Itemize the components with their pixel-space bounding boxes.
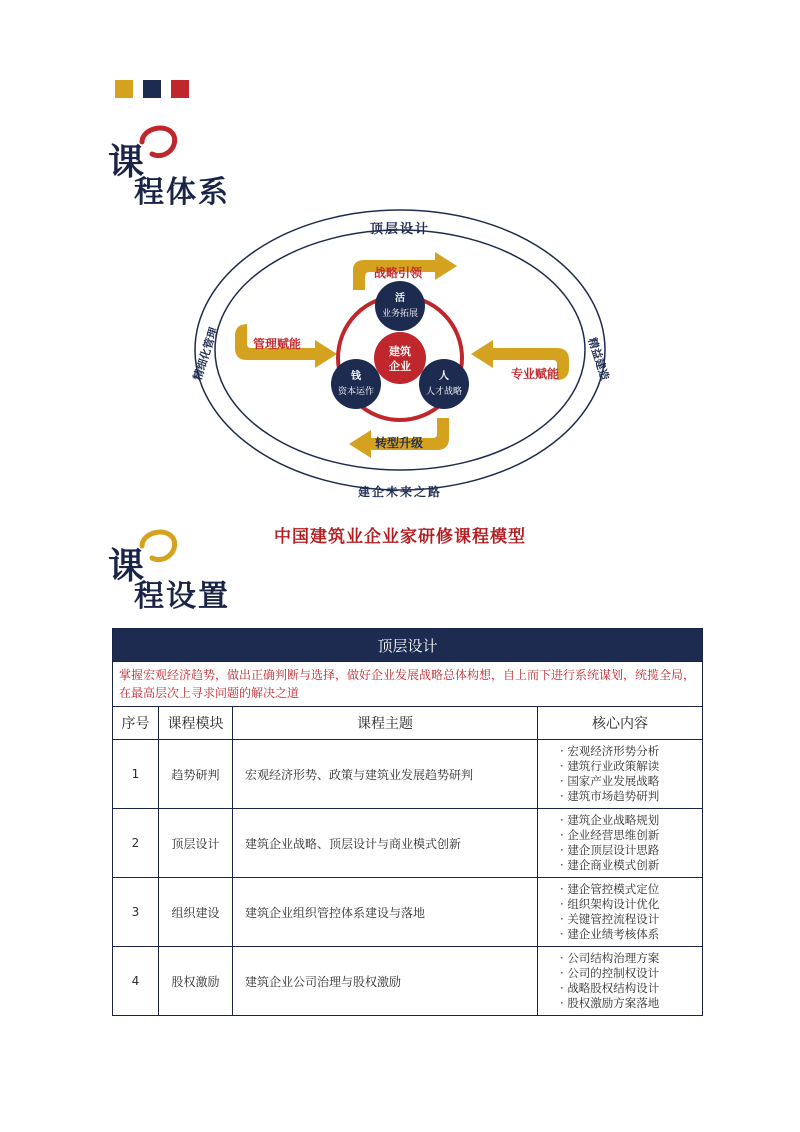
row-number: 3	[113, 878, 159, 947]
outer-label-bottom: 建企未来之路	[357, 485, 443, 499]
table-row	[113, 809, 703, 878]
column-header: 课程模块	[159, 707, 233, 740]
row-number: 2	[113, 809, 159, 878]
section-title-first-char: 课	[108, 545, 145, 587]
row-module: 顶层设计	[159, 809, 233, 878]
node-business-label: 业务拓展	[381, 309, 419, 319]
row-number: 4	[113, 947, 159, 1016]
outer-label-left: 精细化管理	[190, 325, 221, 383]
column-header: 课程主题	[233, 707, 538, 740]
core-item: · 宏观经济形势分析	[560, 744, 701, 759]
course-table	[112, 628, 703, 1016]
table-row	[113, 947, 703, 1016]
node-talent-label: 人才战略	[425, 387, 463, 397]
core-item: · 企业经营思维创新	[560, 828, 701, 843]
center-label-line1: 建筑	[389, 345, 411, 358]
diagram-caption: 中国建筑业企业家研修课程模型	[274, 527, 526, 547]
node-capital	[331, 359, 381, 409]
arrow-label-transform: 转型升级	[374, 436, 424, 450]
core-item: · 建筑市场趋势研判	[560, 789, 701, 804]
outer-label-right: 精益建造	[585, 335, 612, 382]
core-item: · 股权激励方案落地	[560, 996, 701, 1011]
core-item: · 关键管控流程设计	[560, 912, 701, 927]
color-square-red	[171, 80, 189, 98]
node-capital-head: 钱	[351, 371, 361, 382]
core-item: · 建企顶层设计思路	[560, 843, 701, 858]
row-topic: 宏观经济形势、政策与建筑业发展趋势研判	[233, 740, 538, 809]
course-model-diagram	[185, 200, 615, 515]
row-core	[538, 947, 703, 1016]
color-square-navy	[143, 80, 161, 98]
node-talent	[419, 359, 469, 409]
column-header: 核心内容	[538, 707, 703, 740]
row-number: 1	[113, 740, 159, 809]
section-title-text: 程设置	[134, 579, 230, 614]
row-topic: 建筑企业公司治理与股权激励	[233, 947, 538, 1016]
core-item: · 建筑企业战略规划	[560, 813, 701, 828]
arrow-label-professional: 专业赋能	[510, 367, 560, 381]
outer-label-top: 顶层设计	[369, 222, 431, 237]
center-label-line2: 企业	[389, 360, 411, 373]
node-business	[375, 281, 425, 331]
column-header: 序号	[113, 707, 159, 740]
section-title-text: 程体系	[134, 175, 230, 210]
row-module: 组织建设	[159, 878, 233, 947]
row-core	[538, 878, 703, 947]
core-item: · 公司结构治理方案	[560, 951, 701, 966]
row-topic: 建筑企业战略、顶层设计与商业模式创新	[233, 809, 538, 878]
core-item: · 国家产业发展战略	[560, 774, 701, 789]
core-item: · 公司的控制权设计	[560, 966, 701, 981]
core-item: · 建企商业模式创新	[560, 858, 701, 873]
row-module: 股权激励	[159, 947, 233, 1016]
core-item: · 建企管控模式定位	[560, 882, 701, 897]
node-business-head: 活	[395, 293, 405, 304]
arrow-label-management: 管理赋能	[252, 337, 302, 351]
core-item: · 组织架构设计优化	[560, 897, 701, 912]
row-topic: 建筑企业组织管控体系建设与落地	[233, 878, 538, 947]
core-item: · 战略股权结构设计	[560, 981, 701, 996]
table-description: 掌握宏观经济趋势，做出正确判断与选择，做好企业发展战略总体构想，自上而下进行系统谋划，统揽全局，在最高层次上寻求问题的解决之道	[113, 662, 703, 707]
table-row	[113, 740, 703, 809]
table-row	[113, 878, 703, 947]
row-core	[538, 740, 703, 809]
section-title-first-char: 课	[108, 141, 145, 183]
arrow-label-strategy: 战略引领	[373, 266, 423, 280]
node-talent-head: 人	[439, 371, 449, 382]
node-capital-label: 资本运作	[337, 387, 375, 397]
row-core	[538, 809, 703, 878]
core-item: · 建筑行业政策解读	[560, 759, 701, 774]
section-title-course-setup	[108, 526, 268, 636]
row-module: 趋势研判	[159, 740, 233, 809]
table-title: 顶层设计	[113, 629, 703, 662]
core-item: · 建企业绩考核体系	[560, 927, 701, 942]
center-circle	[374, 332, 426, 384]
color-square-gold	[115, 80, 133, 98]
